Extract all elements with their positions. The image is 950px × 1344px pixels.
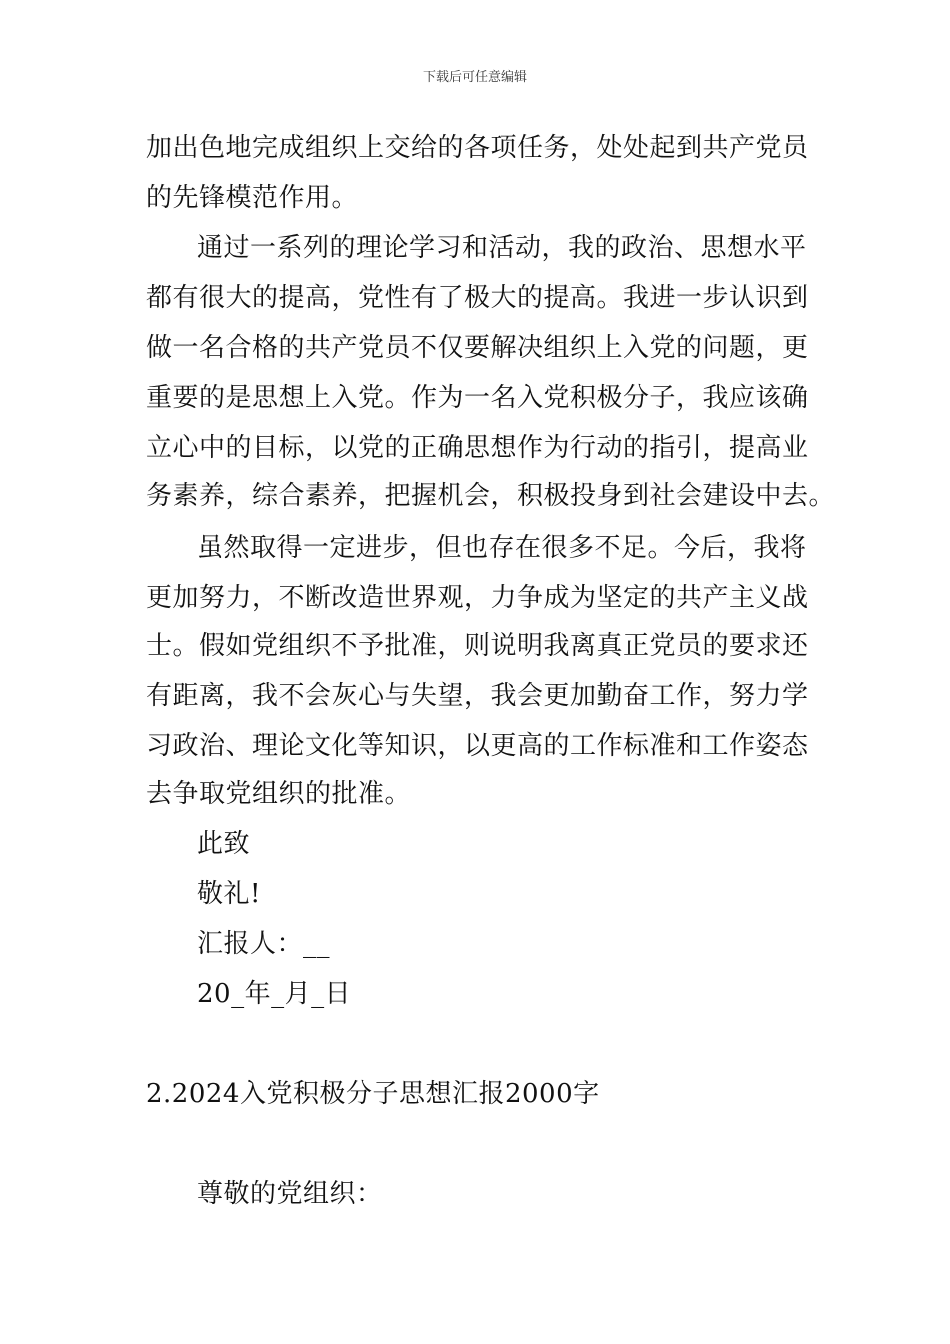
page-header: 下载后可任意编辑 xyxy=(422,70,527,85)
salutation: 此致 xyxy=(197,829,251,859)
text-line: 去争取党组织的批准。 xyxy=(146,779,412,809)
text-line: 虽然取得一定进步，但也存在很多不足。今后，我将 xyxy=(197,533,807,563)
text-line: 务素养，综合素养，把握机会，积极投身到社会建设中去。 xyxy=(146,481,836,511)
text-line: 更加努力，不断改造世界观，力争成为坚定的共产主义战 xyxy=(146,583,809,613)
text-line: 有距离，我不会灰心与失望，我会更加勤奋工作，努力学 xyxy=(146,681,809,711)
section-title: 2.2024入党积极分子思想汇报2000字 xyxy=(146,1079,600,1109)
text-line: 加出色地完成组织上交给的各项任务，处处起到共产党员 xyxy=(146,133,809,163)
text-line: 习政治、理论文化等知识，以更高的工作标准和工作姿态 xyxy=(146,731,809,761)
text-line: 通过一系列的理论学习和活动，我的政治、思想水平 xyxy=(197,233,807,263)
text-line: 的先锋模范作用。 xyxy=(146,183,359,213)
text-line: 都有很大的提高，党性有了极大的提高。我进一步认识到 xyxy=(146,283,809,313)
text-line: 做一名合格的共产党员不仅要解决组织上入党的问题，更 xyxy=(146,333,809,363)
respect-line: 敬礼! xyxy=(197,879,261,909)
text-line: 士。假如党组织不予批准，则说明我离真正党员的要求还 xyxy=(146,631,809,661)
text-line: 立心中的目标，以党的正确思想作为行动的指引，提高业 xyxy=(146,433,809,463)
greeting: 尊敬的党组织： xyxy=(197,1179,383,1209)
reporter-line: 汇报人：__ xyxy=(197,929,331,959)
date-line: 20_年_月_日 xyxy=(197,979,352,1009)
text-line: 重要的是思想上入党。作为一名入党积极分子，我应该确 xyxy=(146,383,809,413)
